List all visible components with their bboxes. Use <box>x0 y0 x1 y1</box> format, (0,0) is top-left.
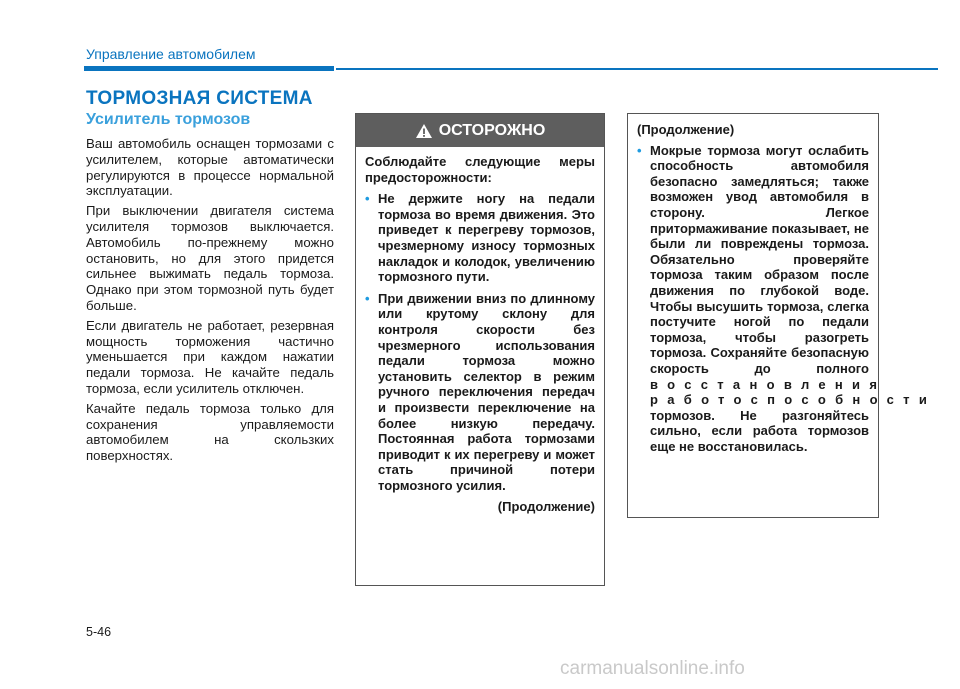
warning-box <box>355 113 605 586</box>
bullet-dot-icon: • <box>365 191 370 207</box>
warning-bullet-text: При движении вниз по длинному или крутому склону для контроля скорости без чрезмерного использования педали тормоза можно установить селектор в режим ручного переключения передач и произвести переключение на более низкую передачу. Постоянная работа тормозами приводит к их перегреву и может стать причиной потери тормозного усилия. <box>378 290 595 493</box>
continuation-bullet <box>637 142 937 455</box>
continuation-spaced-word: восстановления <box>650 376 887 392</box>
body-paragraph: При выключении двигателя система усилителя тормозов выключается. Автомобиль по-прежнему можно остановить, но для этого придется сильнее выжимать педаль тормоза. Однако при этом тормозной путь будет больше. <box>86 203 334 313</box>
continuation-box <box>627 113 937 518</box>
header-rule-thin <box>336 68 938 70</box>
warning-label: ОСТОРОЖНО <box>438 121 546 139</box>
continuation-text: Мокрые тормоза могут ослабить способность автомобиля безопасно замедляться; также возможен увод автомобиля в сторону. Легкое притормаживание показывает, не были ли повреждены тормоза. Обязательно проверяйте тормоза таким образом после движения по глубокой воде. Чтобы высушить тормоза, слегка постучите ногой по педали тормоза, чтобы разогреть тормоза. Сохраняйте безопасную скорость до полного <box>650 142 869 376</box>
continuation-spaced-word: работоспособности <box>650 392 937 408</box>
body-paragraph: Ваш автомобиль оснащен тормозами с усилителем, которые автоматически регулируются в процессе нормальной эксплуатации. <box>86 136 334 199</box>
continuation-body <box>628 114 937 454</box>
body-paragraph: Качайте педаль тормоза только для сохранения управляемости автомобилем на скользких поверхностях. <box>86 400 334 464</box>
watermark: carmanualsonline.info <box>560 658 745 679</box>
subsection-title: Усилитель тормозов <box>86 111 251 128</box>
warning-bullet <box>365 191 595 285</box>
continuation-text: тормозов. Не разгоняйтесь сильно, если работа тормозов еще не восстановилась. <box>650 407 869 454</box>
warning-triangle-icon <box>415 123 433 139</box>
warning-bullet-text: Не держите ногу на педали тормоза во время движения. Это приведет к перегреву тормозов, чрезмерному износу тормозных накладок и колодок, увеличению тормозного пути. <box>378 191 595 285</box>
warning-intro: Соблюдайте следующие меры предосторожности: <box>365 154 595 185</box>
warning-bullet <box>365 291 595 494</box>
page-number: 5-46 <box>86 625 112 639</box>
body-paragraph: Если двигатель не работает, резервная мощность торможения частично уменьшается при каждом нажатии педали тормоза. Не качайте педаль тормоза, если усилитель отключен. <box>86 317 334 396</box>
bullet-dot-icon: • <box>365 290 370 306</box>
chapter-title: Управление автомобилем <box>86 46 256 62</box>
header-rule-thick <box>84 66 334 71</box>
bullet-dot-icon: • <box>637 142 642 158</box>
warning-body <box>356 147 604 515</box>
section-title: ТОРМОЗНАЯ СИСТЕМА <box>86 88 313 109</box>
body-text-column <box>86 136 334 468</box>
continued-note: (Продолжение) <box>497 499 595 515</box>
continuation-heading: (Продолжение) <box>637 122 735 137</box>
warning-header <box>356 114 604 147</box>
